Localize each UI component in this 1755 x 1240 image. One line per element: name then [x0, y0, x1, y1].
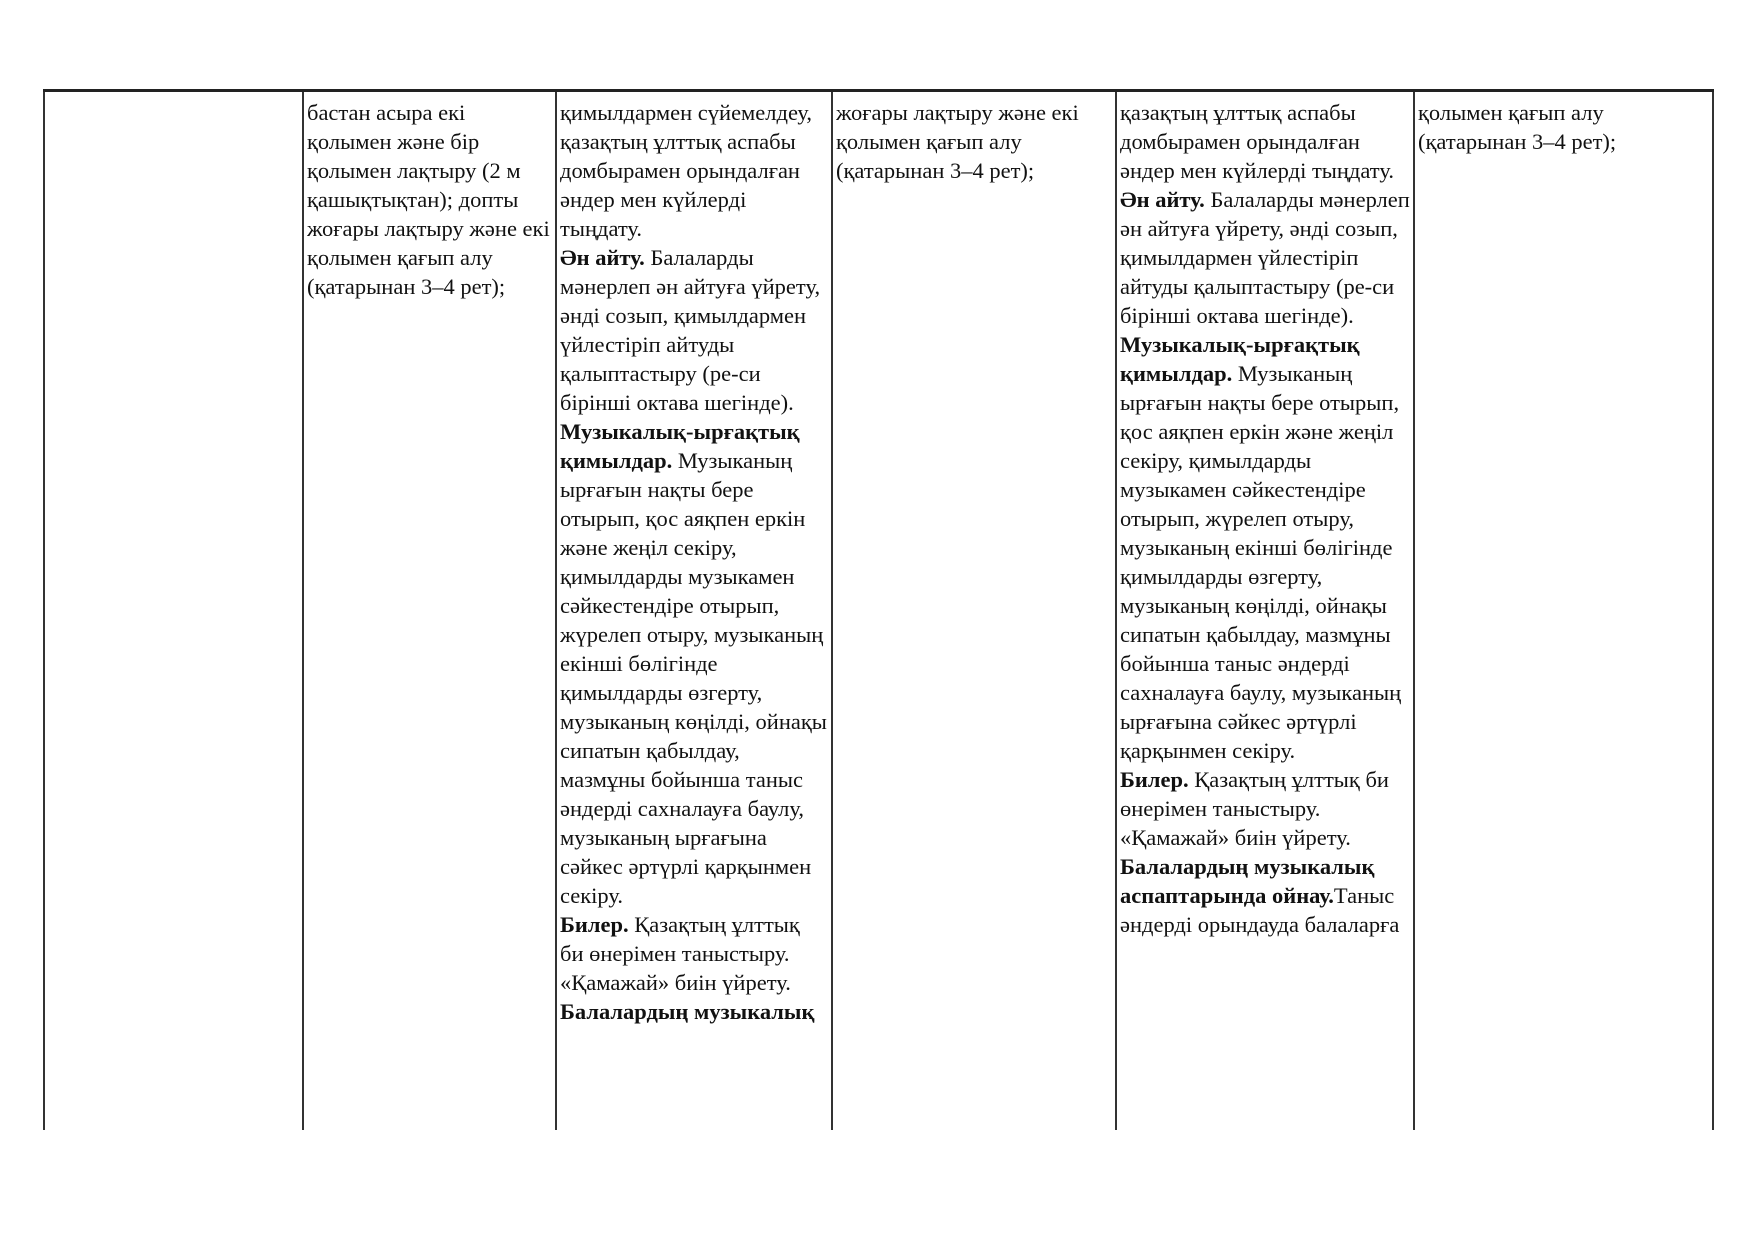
paragraph-text: жоғары лақтыру және екі қолымен қағып алу (қатарынан 3–4 рет); [836, 100, 1079, 183]
paragraph-heading: Музыкалық-ырғақтық қимылдар. [1120, 332, 1360, 386]
cell-paragraph [1418, 98, 1709, 156]
table-cell-col2 [303, 91, 556, 1131]
paragraph-text: Балаларды мәнерлеп ән айтуға үйрету, әнді созып, қимылдармен үйлестіріп айтуды қалыптастыру (ре-си бірінші октава шегінде). [560, 245, 821, 415]
paragraph-text: Қазақтың ұлттық би өнерімен таныстыру. «Қамажай» биін үйрету. [560, 912, 800, 995]
cell-paragraph [1120, 852, 1410, 939]
cell-paragraph [1120, 330, 1410, 765]
paragraph-text: қолымен қағып алу (қатарынан 3–4 рет); [1418, 100, 1617, 154]
paragraph-text: Қазақтың ұлттық би өнерімен таныстыру. «Қамажай» биін үйрету. [1120, 767, 1389, 850]
table-row [44, 91, 1713, 1131]
paragraph-heading: Билер. [560, 912, 629, 937]
cell-paragraph [1120, 98, 1410, 185]
curriculum-table [43, 89, 1714, 1130]
table-cell-col1 [44, 91, 303, 1131]
table-cell-col3 [556, 91, 832, 1131]
paragraph-heading: Балалардың музыкалық [560, 999, 815, 1024]
paragraph-text: қимылдармен сүйемелдеу, қазақтың ұлттық аспабы домбырамен орындалған әндер мен күйлерді тыңдату. [560, 100, 813, 241]
paragraph-text: бастан асыра екі қолымен және бір қолымен лақтыру (2 м қашықтықтан); допты жоғары лақтыру және екі қолымен қағып алу (қатарынан 3–4 рет); [307, 100, 550, 299]
cell-paragraph [560, 910, 828, 997]
cell-paragraph [560, 98, 828, 243]
table-cell-col5 [1116, 91, 1414, 1131]
paragraph-text: Таныс әндерді орындауда балаларға [1120, 883, 1400, 937]
paragraph-text: Музыканың ырғағын нақты бере отырып, қос аяқпен еркін және жеңіл секіру, қимылдарды музыкамен сәйкестендіре отырып, жүрелеп отыру, музыканың екінші бөлігінде қимылдарды өзгерту, музыканың көңілді, ойнақы сипатын қабылдау, мазмұны бойынша таныс әндерді сахналауға баулу, музыканың ырғағына сәйкес әртүрлі қарқынмен секіру. [560, 448, 827, 908]
table-cell-col4 [832, 91, 1116, 1131]
paragraph-heading: Балалардың музыкалық аспаптарында ойнау. [1120, 854, 1375, 908]
cell-paragraph [560, 997, 828, 1026]
paragraph-heading: Ән айту. [1120, 187, 1205, 212]
cell-paragraph [1120, 765, 1410, 852]
cell-paragraph [1120, 185, 1410, 330]
table-cell-col6 [1414, 91, 1713, 1131]
paragraph-heading: Музыкалық-ырғақтық қимылдар. [560, 419, 800, 473]
paragraph-text: Балаларды мәнерлеп ән айтуға үйрету, әнді созып, қимылдармен үйлестіріп айтуды қалыптастыру (ре-си бірінші октава шегінде). [1120, 187, 1410, 328]
paragraph-heading: Билер. [1120, 767, 1189, 792]
paragraph-heading: Ән айту. [560, 245, 645, 270]
cell-paragraph [560, 243, 828, 417]
cell-paragraph [307, 98, 552, 301]
paragraph-text: Музыканың ырғағын нақты бере отырып, қос аяқпен еркін және жеңіл секіру, қимылдарды музыкамен сәйкестендіре отырып, жүрелеп отыру, музыканың екінші бөлігінде қимылдарды өзгерту, музыканың көңілді, ойнақы сипатын қабылдау, мазмұны бойынша таныс әндерді сахналауға баулу, музыканың ырғағына сәйкес әртүрлі қарқынмен секіру. [1120, 361, 1402, 763]
cell-paragraph [560, 417, 828, 910]
cell-paragraph [836, 98, 1112, 185]
paragraph-text: қазақтың ұлттық аспабы домбырамен орындалған әндер мен күйлерді тыңдату. [1120, 100, 1394, 183]
